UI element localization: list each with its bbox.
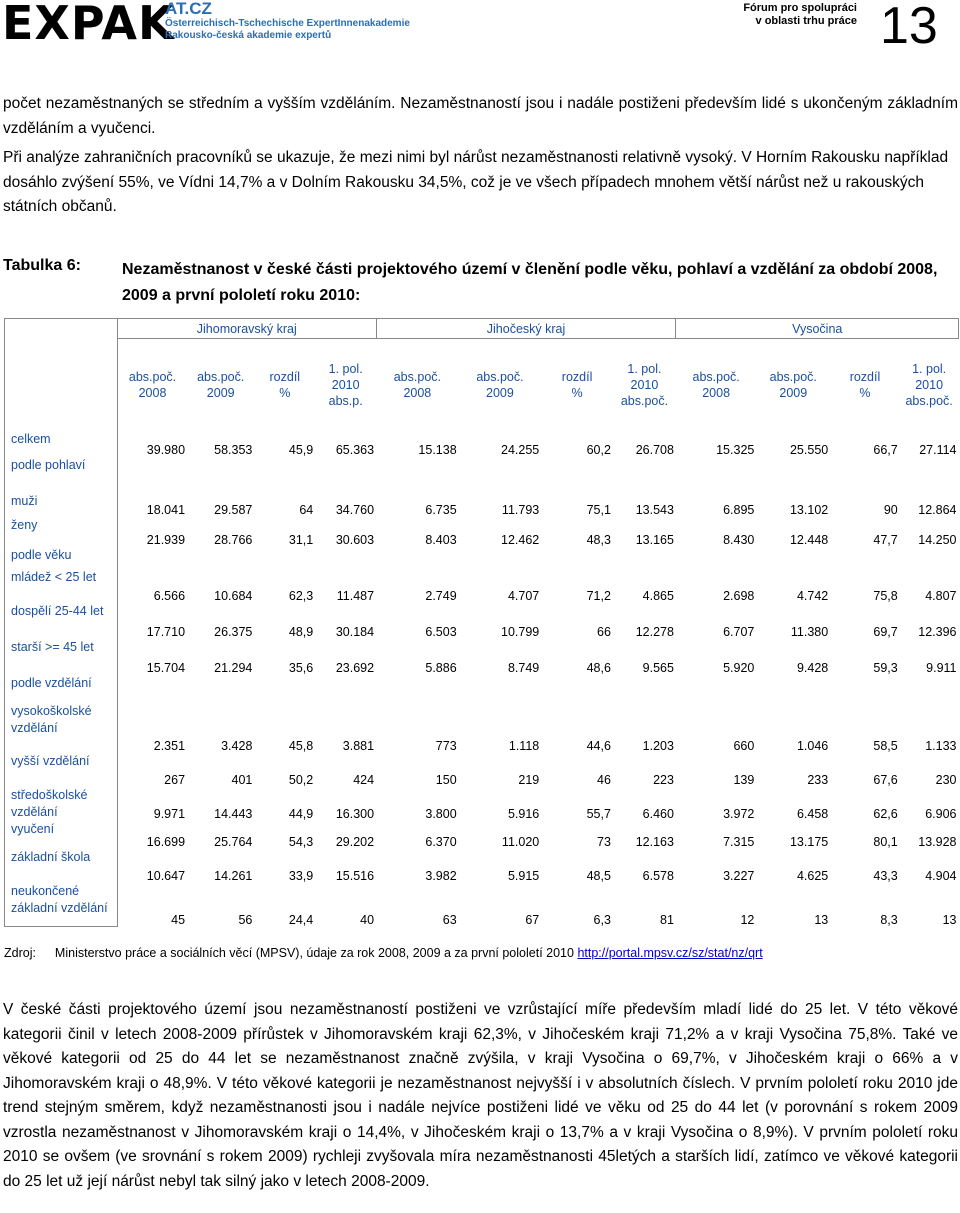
atcz-logo-text	[165, 0, 410, 42]
table-cell: 5.886	[425, 660, 457, 675]
column-header-line: abs.p.	[328, 393, 363, 408]
table-cell: 139	[733, 772, 755, 787]
table-cell: 14.443	[214, 806, 253, 821]
table-cell: 5.920	[723, 660, 755, 675]
table-cell	[315, 547, 376, 569]
table-cell: 6.370	[425, 834, 457, 849]
table-cell: 24,4	[288, 912, 314, 927]
table-cell: 12.278	[635, 624, 674, 639]
table-cell: 75,1	[586, 502, 611, 517]
source-text: Ministerstvo práce a sociálních věcí (MPSV), údaje za rok 2008, 2009 a za první pololetí 2010	[54, 946, 574, 960]
table-cell: 58.353	[214, 442, 253, 457]
page-header	[0, 0, 960, 55]
table-cell: 8.749	[507, 660, 540, 675]
table-row	[5, 821, 959, 849]
row-label: celkem	[5, 431, 118, 457]
table-cell: 26.708	[635, 442, 674, 457]
column-header-line: 2009	[779, 385, 808, 400]
table-cell	[900, 675, 959, 703]
column-header-line: abs.poč.	[620, 393, 669, 408]
table-cell: 25.550	[789, 442, 829, 457]
table-cell: 6.458	[796, 806, 829, 821]
table-cell: 66,7	[873, 442, 898, 457]
column-header	[315, 339, 376, 431]
column-header-line: 2009	[206, 385, 235, 400]
column-header-line: 2010	[331, 377, 360, 392]
column-header-line: rozdíl	[269, 369, 301, 384]
table-cell: 10.684	[214, 588, 253, 603]
table-cell: 80,1	[873, 834, 898, 849]
table-row	[5, 569, 959, 603]
table-cell	[118, 675, 188, 703]
table-cell	[187, 457, 254, 493]
table-cell: 6,3	[593, 912, 611, 927]
table-cell: 13.543	[635, 502, 674, 517]
table-cell: 60,2	[586, 442, 611, 457]
column-header-line: 2009	[486, 385, 514, 400]
table-cell: 11.793	[501, 502, 540, 517]
table-cell	[118, 457, 188, 493]
paragraph-2: Při analýze zahraničních pracovníků se ukazuje, že mezi nimi byl nárůst nezaměstnanosti relativně vysoký. V Horním Rakousku například dosáhlo zvýšení 55%, ve Vídni 14,7% a v Dolním Rakousku 34,5%, což je ve všech případech mnohem větší nárůst než u rakouských státních občanů.	[3, 149, 949, 215]
table-cell: 233	[807, 772, 829, 787]
column-header-line: 2008	[138, 385, 167, 400]
table-cell: 29.587	[214, 502, 253, 517]
table-cell: 2.351	[153, 738, 186, 753]
table-row	[5, 517, 959, 547]
table-cell: 47,7	[873, 532, 898, 547]
table-cell: 34.760	[335, 502, 375, 517]
table-cell: 11.380	[790, 624, 829, 639]
table-cell: 21.939	[146, 532, 186, 547]
table-row	[5, 753, 959, 787]
table-cell: 30.603	[335, 532, 375, 547]
column-header-line: abs.poč.	[197, 369, 245, 384]
table-cell: 73	[597, 834, 611, 849]
table-cell	[118, 547, 188, 569]
table-cell	[900, 547, 959, 569]
table-cell: 45	[171, 912, 186, 927]
table-cell	[756, 675, 830, 703]
table-cell: 3.982	[425, 868, 457, 883]
column-header-line: 2008	[403, 385, 432, 400]
table-cell: 5.915	[507, 868, 540, 883]
table-cell: 25.764	[214, 834, 253, 849]
table-cell	[830, 547, 900, 569]
table-cell: 3.972	[723, 806, 755, 821]
table-cell: 3.881	[342, 738, 375, 753]
table-cell: 13.102	[789, 502, 829, 517]
row-label: mládež < 25 let	[5, 569, 118, 603]
table-cell: 2.698	[723, 588, 755, 603]
table-cell: 4.707	[507, 588, 540, 603]
table-cell: 48,9	[288, 624, 314, 639]
table-cell: 28.766	[214, 532, 253, 547]
table-cell: 26.375	[214, 624, 253, 639]
table-row	[5, 431, 959, 457]
table-cell	[315, 675, 376, 703]
table-cell: 45,9	[288, 442, 314, 457]
table-cell: 56	[238, 912, 253, 927]
table-cell: 3.428	[221, 738, 253, 753]
table-cell: 12.396	[918, 624, 957, 639]
table-row	[5, 493, 959, 517]
table-cell: 46	[597, 772, 611, 787]
unemployment-table	[4, 318, 959, 927]
table-title: Nezaměstnanost v české části projektového území v členění podle věku, pohlaví a vzdělání za období 2008, 2009 a první pololetí roku 2010:	[122, 261, 938, 304]
table-cell: 18.041	[146, 502, 186, 517]
table-cell: 15.138	[418, 442, 457, 457]
corner-cell	[5, 319, 118, 339]
table-cell: 14.261	[214, 868, 253, 883]
table-cell	[187, 547, 254, 569]
table-cell: 48,3	[586, 532, 611, 547]
column-header-line: abs.poč.	[128, 369, 177, 384]
column-header-line: abs.poč.	[476, 369, 524, 384]
column-header	[541, 339, 613, 431]
table-cell	[830, 457, 900, 493]
table-cell: 65.363	[335, 442, 375, 457]
table-cell: 23.692	[335, 660, 375, 675]
expak-logo: EXPAK	[2, 0, 175, 50]
atcz-label: AT.CZ	[165, 0, 212, 18]
table-cell: 6.895	[723, 502, 755, 517]
table-cell: 15.704	[146, 660, 186, 675]
table-cell: 54,3	[288, 834, 314, 849]
table-caption: Tabulka 6:	[3, 257, 81, 274]
academy-name-cz: Rakousko-česká akademie expertů	[165, 30, 332, 41]
table-cell: 59,3	[873, 660, 898, 675]
column-header-line: 1. pol.	[627, 361, 662, 376]
source-label: Zdroj:	[4, 946, 36, 960]
column-header	[676, 339, 756, 431]
table-cell: 13	[814, 912, 829, 927]
table-cell: 12.163	[635, 834, 674, 849]
table-cell: 21.294	[214, 660, 253, 675]
table-cell: 62,6	[873, 806, 898, 821]
table-cell: 44,9	[288, 806, 314, 821]
column-header	[118, 339, 188, 431]
table-cell	[613, 547, 676, 569]
table-cell	[676, 457, 756, 493]
table-cell: 9.911	[926, 660, 957, 675]
table-cell: 8.403	[425, 532, 457, 547]
table-cell: 62,3	[288, 588, 314, 603]
column-header-line: rozdíl	[561, 369, 593, 384]
column-header	[900, 339, 959, 431]
table-cell: 6.566	[153, 588, 186, 603]
row-label: středoškolské vzdělání	[5, 787, 118, 821]
table-row	[5, 639, 959, 675]
table-cell: 10.799	[501, 624, 540, 639]
table-cell: 48,5	[586, 868, 611, 883]
table-cell	[459, 457, 542, 493]
table-cell: 11.487	[336, 588, 375, 603]
table-cell: 267	[164, 772, 186, 787]
column-header-line: abs.poč.	[769, 369, 817, 384]
table-cell: 4.904	[925, 868, 957, 883]
table-cell	[376, 457, 459, 493]
table-cell: 3.227	[723, 868, 755, 883]
table-row	[5, 457, 959, 493]
table-cell: 10.647	[146, 868, 186, 883]
table-cell: 13.175	[789, 834, 829, 849]
column-header	[376, 339, 459, 431]
table-cell: 1.203	[642, 738, 674, 753]
source-link[interactable]: http://portal.mpsv.cz/sz/stat/nz/qrt	[577, 946, 763, 960]
table-cell: 50,2	[288, 772, 314, 787]
table-cell: 4.625	[796, 868, 829, 883]
table-cell	[613, 675, 676, 703]
page-number: 13	[880, 0, 938, 55]
table-cell: 39.980	[146, 442, 186, 457]
table-cell: 27.114	[919, 442, 957, 457]
row-label: podle pohlaví	[5, 457, 118, 493]
table-cell: 33,9	[288, 868, 314, 883]
table-cell: 223	[653, 772, 674, 787]
column-header-line: 1. pol.	[328, 361, 363, 376]
table-cell: 30.184	[335, 624, 375, 639]
table-source	[4, 946, 763, 960]
table-cell: 16.300	[335, 806, 375, 821]
table-cell: 8.430	[723, 532, 755, 547]
table-cell: 4.865	[642, 588, 674, 603]
table-cell: 40	[360, 912, 375, 927]
table-cell: 15.325	[716, 442, 755, 457]
row-label: ženy	[5, 517, 118, 547]
region-header: Jihočeský kraj	[376, 319, 676, 339]
column-header-line: 2010	[915, 377, 944, 392]
row-label: starší >= 45 let	[5, 639, 118, 675]
column-header	[613, 339, 676, 431]
table-cell: 12.462	[501, 532, 540, 547]
column-header-line: rozdíl	[849, 369, 881, 384]
row-label: podle věku	[5, 547, 118, 569]
table-cell: 75,8	[873, 588, 898, 603]
table-cell	[756, 457, 830, 493]
table-row	[5, 703, 959, 753]
column-header-line: 2010	[630, 377, 659, 392]
table-cell: 219	[518, 772, 540, 787]
column-header	[254, 339, 315, 431]
table-cell: 9.971	[153, 806, 186, 821]
row-label: vyučení	[5, 821, 118, 849]
table-cell	[541, 547, 613, 569]
table-cell: 13.165	[635, 532, 674, 547]
table-cell: 35,6	[288, 660, 314, 675]
table-body	[5, 431, 959, 927]
table-row	[5, 675, 959, 703]
table-cell: 4.742	[796, 588, 829, 603]
table-cell: 7.315	[723, 834, 755, 849]
column-header-row	[5, 339, 959, 431]
column-header	[830, 339, 900, 431]
table-cell	[830, 675, 900, 703]
table-cell	[254, 675, 315, 703]
table-cell: 29.202	[335, 834, 375, 849]
table-cell: 15.516	[335, 868, 375, 883]
table-cell: 14.250	[918, 532, 957, 547]
table-row	[5, 883, 959, 927]
table-cell: 424	[353, 772, 375, 787]
table-row	[5, 603, 959, 639]
table-cell: 6.707	[723, 624, 755, 639]
table-cell: 773	[435, 738, 457, 753]
table-cell	[254, 547, 315, 569]
table-cell: 9.428	[796, 660, 829, 675]
table-cell: 16.699	[146, 834, 186, 849]
column-header	[187, 339, 254, 431]
table-cell: 2.749	[425, 588, 457, 603]
table-cell	[541, 675, 613, 703]
table-cell: 11.020	[501, 834, 540, 849]
table-cell: 150	[435, 772, 457, 787]
row-label: vysokoškolské vzdělání	[5, 703, 118, 753]
academy-name-de: Österreichisch-Tschechische ExpertInnenakademie	[165, 18, 410, 29]
table-cell	[459, 675, 542, 703]
table-cell: 13.928	[918, 834, 957, 849]
table-cell: 1.133	[925, 738, 957, 753]
table-cell: 4.807	[925, 588, 957, 603]
region-header-row	[5, 319, 959, 339]
column-header-line: %	[859, 385, 871, 400]
table-cell: 1.118	[508, 738, 540, 753]
forum-title	[733, 2, 857, 28]
column-header-line: 1. pol.	[912, 361, 947, 376]
table-cell: 660	[733, 738, 755, 753]
table-row	[5, 547, 959, 569]
table-cell	[541, 457, 613, 493]
column-header	[459, 339, 542, 431]
forum-line-2: v oblasti trhu práce	[755, 15, 857, 27]
table-cell: 12	[740, 912, 755, 927]
table-cell	[376, 675, 459, 703]
region-header: Jihomoravský kraj	[118, 319, 377, 339]
table-cell: 64	[299, 502, 314, 517]
row-label: neukončené základní vzdělání	[5, 883, 118, 927]
table-cell: 66	[597, 624, 611, 639]
column-header-line: 2008	[702, 385, 731, 400]
table-cell: 31,1	[288, 532, 314, 547]
table-cell: 81	[660, 912, 674, 927]
table-cell: 45,8	[288, 738, 314, 753]
row-label-header	[5, 339, 118, 431]
column-header-line: abs.poč.	[393, 369, 441, 384]
table-cell: 6.460	[642, 806, 674, 821]
table-cell: 67,6	[873, 772, 898, 787]
table-cell: 24.255	[501, 442, 540, 457]
table-cell: 6.503	[425, 624, 457, 639]
table-cell: 43,3	[873, 868, 898, 883]
table-cell	[613, 457, 676, 493]
table-cell: 17.710	[146, 624, 186, 639]
table-cell: 6.735	[425, 502, 457, 517]
column-header-line: abs.poč.	[905, 393, 953, 408]
table-cell: 63	[442, 912, 457, 927]
table-cell: 48,6	[586, 660, 611, 675]
region-header: Vysočina	[676, 319, 959, 339]
table-cell: 6.578	[642, 868, 674, 883]
table-cell: 8,3	[880, 912, 898, 927]
table-cell	[187, 675, 254, 703]
table-cell: 44,6	[586, 738, 611, 753]
row-label: vyšší vzdělání	[5, 753, 118, 787]
table-cell: 12.448	[789, 532, 829, 547]
table-cell	[315, 457, 376, 493]
table-cell: 69,7	[873, 624, 898, 639]
row-label: dospělí 25-44 let	[5, 603, 118, 639]
row-label: podle vzdělání	[5, 675, 118, 703]
table-cell: 9.565	[642, 660, 674, 675]
column-header-line: %	[279, 385, 291, 400]
table-cell: 55,7	[586, 806, 611, 821]
table-row	[5, 787, 959, 821]
table-cell	[676, 675, 756, 703]
forum-line-1: Fórum pro spolupráci	[743, 2, 857, 14]
table-row	[5, 849, 959, 883]
table-cell: 58,5	[873, 738, 898, 753]
row-label: základní škola	[5, 849, 118, 883]
column-header-line: %	[571, 385, 583, 400]
table-cell: 71,2	[586, 588, 611, 603]
table-cell: 90	[883, 502, 898, 517]
table-cell: 3.800	[425, 806, 457, 821]
table-cell: 230	[935, 772, 957, 787]
table-cell	[254, 457, 315, 493]
table-cell: 67	[525, 912, 540, 927]
table-cell	[900, 457, 959, 493]
paragraph-1: počet nezaměstnaných se středním a vyšším vzděláním. Nezaměstnaností jsou i nadále postiženi především lidé s ukončeným základním vzděláním a vyučenci.	[3, 95, 958, 137]
table-cell: 13	[942, 912, 957, 927]
table-cell: 5.916	[507, 806, 540, 821]
table-cell	[676, 547, 756, 569]
row-label: muži	[5, 493, 118, 517]
column-header	[756, 339, 830, 431]
table-cell: 1.046	[796, 738, 829, 753]
table-cell: 401	[231, 772, 253, 787]
table-cell	[459, 547, 542, 569]
table-cell: 6.906	[925, 806, 957, 821]
table-cell	[756, 547, 830, 569]
table-cell: 12.864	[918, 502, 957, 517]
column-header-line: abs.poč.	[692, 369, 740, 384]
table-cell	[376, 547, 459, 569]
paragraph-3: V české části projektového území jsou nezaměstnaností postiženi ve vzrůstající míře především mladí lidé do 25 let. V této věkové kategorii činil v letech 2008-2009 přírůstek v Jihomoravském kraji 62,3%, v Jihočeském kraji 71,2% a v kraji Vysočina 75,8%. Také ve věkové kategorii od 25 do 44 let se nezaměstnanost značně zvýšila, v kraji Vysočina o 69,7%, v Jihočeském kraji o 66% a v Jihomoravském kraji o 48,9%. V této věkové kategorii je nezaměstnanost nejvyšší i v absolutních číslech. V prvním pololetí roku 2010 jde trend stejným směrem, když nezaměstnanosti jsou i nadále nejvíce postiženi lidé ve věku od 25 do 44 let (v porovnání s rokem 2009 vzrostla nezaměstnanost v Jihomoravském kraji o 14,4%, v Jihočeském kraji o 13,7% a v kraji Vysočina o 8,9%). V prvním pololetí roku 2010 se ovšem (ve srovnání s rokem 2009) rychleji zvyšovala míra nezaměstnanosti 45letých a starších lidí, zatímco ve věkové kategorii do 25 let už její nárůst nebyl tak silný jako v letech 2008-2009.	[3, 1001, 958, 1190]
